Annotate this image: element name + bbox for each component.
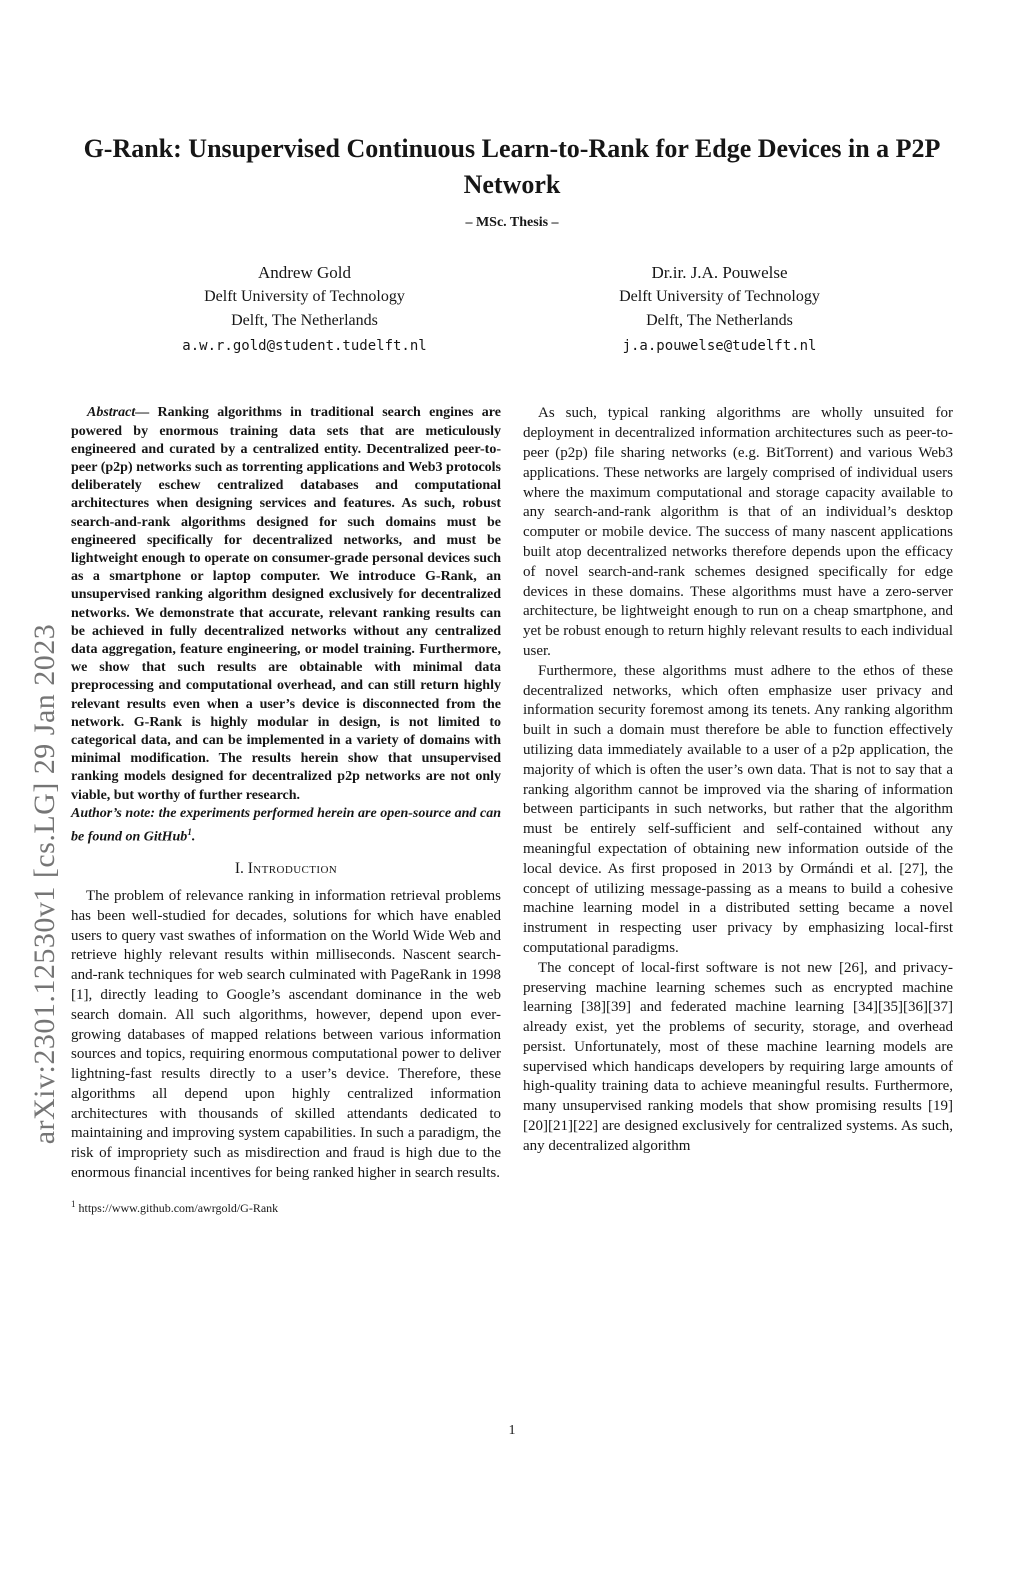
author-city: Delft, The Netherlands	[231, 312, 378, 330]
left-column	[71, 404, 501, 1215]
paper-title: G-Rank: Unsupervised Continuous Learn-to-Rank for Edge Devices in a P2P Network	[83, 134, 941, 199]
abstract-paragraph	[71, 404, 501, 804]
author-email: a.w.r.gold@student.tudelft.nl	[182, 338, 427, 355]
authors-section	[0, 261, 1024, 355]
author-name: Andrew Gold	[257, 262, 351, 282]
body-paragraph: Furthermore, these algorithms must adhere to the ethos of these decentralized networks, which often emphasize user privacy and information security foremost among its tenets. Any ranking algorithm built in such a domain must therefore be able to function effectively utilizing data immediately available to a user of a p2p application, the majority of which is often the user’s own data. That is not to say that a ranking algorithm cannot be improved via the sharing of information between participants in such networks, but rather that the algorithm must be entirely self-sufficient and self-contained without any meaningful expectation of obtaining new information outside of the local device. As first proposed in 2013 by Ormándi et al. [27], the concept of utilizing message-passing as a means to build a cohesive machine learning model in a distributed setting became a novel instrument in respecting user privacy by emphasizing local-first computational paradigms.	[523, 662, 953, 956]
abstract-label: Abstract—	[87, 405, 150, 421]
right-column	[523, 404, 953, 1215]
thesis-subtitle: – MSc. Thesis –	[465, 214, 559, 230]
footnote-marker: 1	[71, 1198, 76, 1209]
author-affiliation: Delft University of Technology	[619, 288, 820, 306]
page-number: 1	[508, 1423, 516, 1438]
abstract-text: Ranking algorithms in traditional search engines are powered by enormous training data sets that are meticulously engineered and curated by a centralized entity. Decentralized peer-to-peer (p2p) networks such as torrenting applications and Web3 protocols deliberately eschew centralized databases and computational architectures when designing services and features. As such, robust search-and-rank algorithms designed for such domains must be engineered specifically for decentralized networks, and must be lightweight enough to operate on consumer-grade personal devices such as a smartphone or laptop computer. We introduce G-Rank, an unsupervised ranking algorithm designed exclusively for decentralized networks. We demonstrate that accurate, relevant ranking results can be achieved in fully decentralized networks without any centralized data aggregation, feature engineering, or model training. Furthermore, we show that such results are obtainable with minimal data preprocessing and computational overhead, and can still return highly relevant results even when a user’s device is disconnected from the network. G-Rank is highly modular in design, is not limited to categorical data, and can be implemented in a variety of domains with minimal modification. The results herein show that unsupervised ranking models designed for decentralized p2p networks are not only viable, but worthy of further research.	[71, 405, 501, 803]
footnote	[71, 1199, 501, 1216]
footnote-reference: 1	[187, 827, 192, 838]
body-paragraph: The concept of local-first software is not new [26], and privacy-preserving machine learning schemes such as encrypted machine learning [38][39] and federated machine learning [34][35][36][37] already exist, yet the problems of security, storage, and overhead persist. Unfortunately, most of these machine learning models are supervised which handicaps developers by requiring large amounts of high-quality training data to achieve meaningful results. Furthermore, many unsupervised ranking models that show promising results [19][20][21][22] are designed exclusively for centralized systems. As such, any decentralized algorithm	[523, 959, 953, 1154]
author-email: j.a.pouwelse@tudelft.nl	[622, 338, 817, 355]
author-city: Delft, The Netherlands	[646, 312, 793, 330]
body-paragraph: As such, typical ranking algorithms are wholly unsuited for deployment in decentralized information architectures such as peer-to-peer (p2p) file sharing networks (e.g. BitTorrent) and various Web3 applications. These networks are largely comprised of individual users where the maximum computational and storage capacity available to any search-and-rank algorithm is that of an individual’s desktop computer or mobile device. The success of many nascent applications built atop decentralized networks therefore depends upon the efficacy of novel search-and-rank schemes designed specifically for edge devices in these domains. These algorithms must have a zero-server architecture, be lightweight enough to run on a cheap smartphone, and yet be robust enough to return highly relevant results to each individual user.	[523, 405, 953, 659]
arxiv-watermark: arXiv:2301.12530v1 [cs.LG] 29 Jan 2023	[28, 623, 61, 1145]
author-affiliation: Delft University of Technology	[204, 288, 405, 306]
two-column-body	[71, 404, 953, 1215]
footnote-url: https://www.github.com/awrgold/G-Rank	[78, 1200, 279, 1215]
section-number: I.	[234, 859, 244, 877]
authors-note-text: Author’s note: the experiments performed herein are open-source and can be found on GitHub	[71, 805, 501, 845]
section-title: Introduction	[247, 859, 338, 877]
author-name: Dr.ir. J.A. Pouwelse	[651, 262, 788, 282]
author-block-1	[155, 261, 455, 355]
author-block-2	[570, 261, 870, 355]
introduction-paragraph: The problem of relevance ranking in information retrieval problems has been well-studied for decades, solutions for which have enabled users to query vast swathes of information on the World Wide Web and retrieve highly relevant results within milliseconds. Nascent search-and-rank techniques for web search culminated with PageRank in 1998 [1], directly leading to Google’s ascendant dominance in the web search domain. All such algorithms, however, depend upon ever-growing databases of mapped relations between various information sources and topics, requiring enormous computational power to deliver lightning-fast results directly to a user’s device. Therefore, these algorithms all depend upon highly centralized information architectures with thousands of skilled attendants dedicated to maintaining and improving system capabilities. In such a paradigm, the risk of impropriety such as misdirection and fraud is high due to the enormous financial incentives for being ranked higher in search results.	[71, 887, 501, 1182]
authors-note	[71, 805, 501, 847]
authors-note-period: .	[191, 829, 196, 845]
section-heading-introduction	[71, 860, 501, 878]
